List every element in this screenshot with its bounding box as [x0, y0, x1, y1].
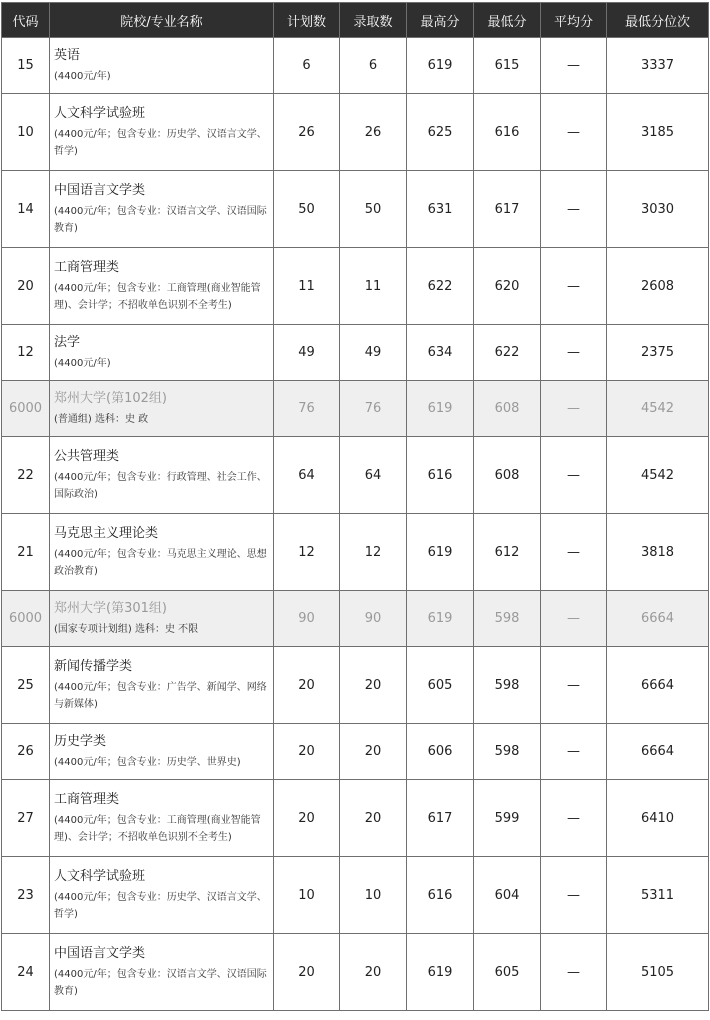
cell-admitted: 50: [340, 171, 407, 248]
cell-avg-score: —: [541, 325, 607, 381]
cell-avg-score: —: [541, 94, 607, 171]
cell-min-score: 620: [474, 248, 541, 325]
cell-max-score: 605: [407, 647, 474, 724]
cell-admitted: 64: [340, 437, 407, 514]
cell-min-rank: 2375: [607, 325, 709, 381]
cell-plan: 20: [274, 647, 340, 724]
major-name: 英语: [54, 48, 81, 63]
major-note: (4400元/年；包含专业：历史学、汉语言文学、哲学): [54, 892, 267, 920]
cell-admitted: 20: [340, 780, 407, 857]
cell-min-rank: 2608: [607, 248, 709, 325]
cell-min-score: 605: [474, 934, 541, 1011]
cell-code: 26: [2, 724, 50, 780]
cell-avg-score: —: [541, 591, 607, 647]
cell-avg-score: —: [541, 381, 607, 437]
major-note: (4400元/年；包含专业：马克思主义理论、思想政治教育): [54, 549, 267, 577]
cell-max-score: 634: [407, 325, 474, 381]
cell-max-score: 619: [407, 591, 474, 647]
cell-admitted: 26: [340, 94, 407, 171]
table-row: [2, 857, 709, 934]
group-name: 郑州大学(第301组): [54, 601, 167, 616]
major-name: 公共管理类: [54, 449, 120, 464]
cell-name: [50, 325, 274, 381]
major-note: (4400元/年；包含专业：广告学、新闻学、网络与新媒体): [54, 682, 267, 710]
cell-name: [50, 591, 274, 647]
group-note: (普通组) 选科：史 政: [54, 414, 149, 425]
cell-min-score: 612: [474, 514, 541, 591]
cell-max-score: 616: [407, 857, 474, 934]
cell-code: 12: [2, 325, 50, 381]
table-row: [2, 171, 709, 248]
major-note: (4400元/年): [54, 71, 111, 82]
cell-min-score: 622: [474, 325, 541, 381]
cell-code: 27: [2, 780, 50, 857]
cell-admitted: 6: [340, 38, 407, 94]
cell-name: [50, 934, 274, 1011]
cell-avg-score: —: [541, 437, 607, 514]
cell-min-score: 598: [474, 724, 541, 780]
cell-min-score: 615: [474, 38, 541, 94]
header-avg-score: 平均分: [541, 3, 607, 38]
cell-avg-score: —: [541, 857, 607, 934]
cell-name: [50, 514, 274, 591]
cell-min-rank: 4542: [607, 437, 709, 514]
cell-min-rank: 3818: [607, 514, 709, 591]
header-admitted: 录取数: [340, 3, 407, 38]
table-row: [2, 248, 709, 325]
cell-avg-score: —: [541, 724, 607, 780]
cell-min-rank: 5311: [607, 857, 709, 934]
table-row: [2, 934, 709, 1011]
cell-plan: 11: [274, 248, 340, 325]
table-header-row: [2, 3, 709, 38]
cell-plan: 20: [274, 934, 340, 1011]
cell-plan: 26: [274, 94, 340, 171]
major-name: 人文科学试验班: [54, 869, 146, 884]
cell-min-rank: 3185: [607, 94, 709, 171]
major-note: (4400元/年；包含专业：行政管理、社会工作、国际政治): [54, 472, 267, 500]
header-min-score: 最低分: [474, 3, 541, 38]
cell-plan: 10: [274, 857, 340, 934]
cell-avg-score: —: [541, 647, 607, 724]
cell-min-rank: 6664: [607, 647, 709, 724]
major-note: (4400元/年；包含专业：工商管理(商业智能管理)、会计学；不招收单色识别不全考生): [54, 283, 261, 311]
header-code: 代码: [2, 3, 50, 38]
cell-plan: 6: [274, 38, 340, 94]
cell-min-rank: 3337: [607, 38, 709, 94]
cell-code: 22: [2, 437, 50, 514]
cell-avg-score: —: [541, 38, 607, 94]
cell-min-rank: 3030: [607, 171, 709, 248]
cell-min-rank: 6410: [607, 780, 709, 857]
table-row: [2, 647, 709, 724]
cell-max-score: 619: [407, 514, 474, 591]
cell-min-rank: 5105: [607, 934, 709, 1011]
cell-min-rank: 6664: [607, 591, 709, 647]
cell-max-score: 625: [407, 94, 474, 171]
major-note: (4400元/年；包含专业：历史学、世界史): [54, 757, 241, 768]
admission-table: [1, 2, 709, 1011]
major-note: (4400元/年；包含专业：历史学、汉语言文学、哲学): [54, 129, 267, 157]
major-name: 历史学类: [54, 734, 107, 749]
cell-max-score: 622: [407, 248, 474, 325]
cell-code: 6000: [2, 381, 50, 437]
cell-name: [50, 38, 274, 94]
cell-code: 23: [2, 857, 50, 934]
group-note: (国家专项计划组) 选科：史 不限: [54, 624, 199, 635]
table-body: [2, 38, 709, 1011]
cell-admitted: 10: [340, 857, 407, 934]
cell-admitted: 11: [340, 248, 407, 325]
cell-admitted: 90: [340, 591, 407, 647]
header-max-score: 最高分: [407, 3, 474, 38]
cell-plan: 12: [274, 514, 340, 591]
cell-name: [50, 437, 274, 514]
cell-admitted: 20: [340, 647, 407, 724]
cell-name: [50, 94, 274, 171]
cell-min-score: 617: [474, 171, 541, 248]
cell-avg-score: —: [541, 780, 607, 857]
table-row: [2, 437, 709, 514]
cell-max-score: 619: [407, 38, 474, 94]
cell-avg-score: —: [541, 934, 607, 1011]
major-note: (4400元/年；包含专业：汉语言文学、汉语国际教育): [54, 206, 267, 234]
cell-code: 25: [2, 647, 50, 724]
cell-min-score: 616: [474, 94, 541, 171]
cell-code: 10: [2, 94, 50, 171]
table-row: [2, 325, 709, 381]
cell-name: [50, 647, 274, 724]
cell-min-score: 599: [474, 780, 541, 857]
cell-avg-score: —: [541, 514, 607, 591]
major-name: 工商管理类: [54, 260, 120, 275]
cell-min-rank: 6664: [607, 724, 709, 780]
cell-admitted: 20: [340, 724, 407, 780]
cell-name: [50, 171, 274, 248]
cell-name: [50, 857, 274, 934]
major-name: 人文科学试验班: [54, 106, 146, 121]
cell-plan: 49: [274, 325, 340, 381]
cell-plan: 20: [274, 780, 340, 857]
cell-avg-score: —: [541, 171, 607, 248]
table-row: [2, 514, 709, 591]
cell-admitted: 20: [340, 934, 407, 1011]
cell-avg-score: —: [541, 248, 607, 325]
cell-plan: 20: [274, 724, 340, 780]
major-name: 中国语言文学类: [54, 183, 146, 198]
cell-plan: 64: [274, 437, 340, 514]
cell-plan: 90: [274, 591, 340, 647]
major-name: 法学: [54, 335, 81, 350]
cell-min-score: 604: [474, 857, 541, 934]
cell-code: 24: [2, 934, 50, 1011]
cell-code: 14: [2, 171, 50, 248]
table-row: [2, 38, 709, 94]
major-note: (4400元/年；包含专业：工商管理(商业智能管理)、会计学；不招收单色识别不全考生): [54, 815, 261, 843]
major-name: 中国语言文学类: [54, 946, 146, 961]
cell-name: [50, 248, 274, 325]
major-name: 马克思主义理论类: [54, 526, 159, 541]
major-note: (4400元/年): [54, 358, 111, 369]
cell-admitted: 76: [340, 381, 407, 437]
header-name: 院校/专业名称: [50, 3, 274, 38]
cell-max-score: 616: [407, 437, 474, 514]
cell-code: 20: [2, 248, 50, 325]
cell-plan: 76: [274, 381, 340, 437]
header-plan: 计划数: [274, 3, 340, 38]
major-name: 新闻传播学类: [54, 659, 133, 674]
major-note: (4400元/年；包含专业：汉语言文学、汉语国际教育): [54, 969, 267, 997]
cell-admitted: 12: [340, 514, 407, 591]
major-name: 工商管理类: [54, 792, 120, 807]
header-min-rank: 最低分位次: [607, 3, 709, 38]
cell-name: [50, 724, 274, 780]
cell-max-score: 619: [407, 381, 474, 437]
cell-max-score: 617: [407, 780, 474, 857]
cell-code: 6000: [2, 591, 50, 647]
group-name: 郑州大学(第102组): [54, 391, 167, 406]
cell-code: 21: [2, 514, 50, 591]
cell-code: 15: [2, 38, 50, 94]
cell-min-score: 608: [474, 381, 541, 437]
cell-admitted: 49: [340, 325, 407, 381]
cell-max-score: 606: [407, 724, 474, 780]
table-row: [2, 94, 709, 171]
cell-min-score: 598: [474, 591, 541, 647]
cell-min-rank: 4542: [607, 381, 709, 437]
cell-max-score: 631: [407, 171, 474, 248]
cell-max-score: 619: [407, 934, 474, 1011]
cell-plan: 50: [274, 171, 340, 248]
cell-min-score: 598: [474, 647, 541, 724]
cell-name: [50, 780, 274, 857]
group-row: [2, 591, 709, 647]
cell-min-score: 608: [474, 437, 541, 514]
table-row: [2, 724, 709, 780]
group-row: [2, 381, 709, 437]
table-row: [2, 780, 709, 857]
cell-name: [50, 381, 274, 437]
